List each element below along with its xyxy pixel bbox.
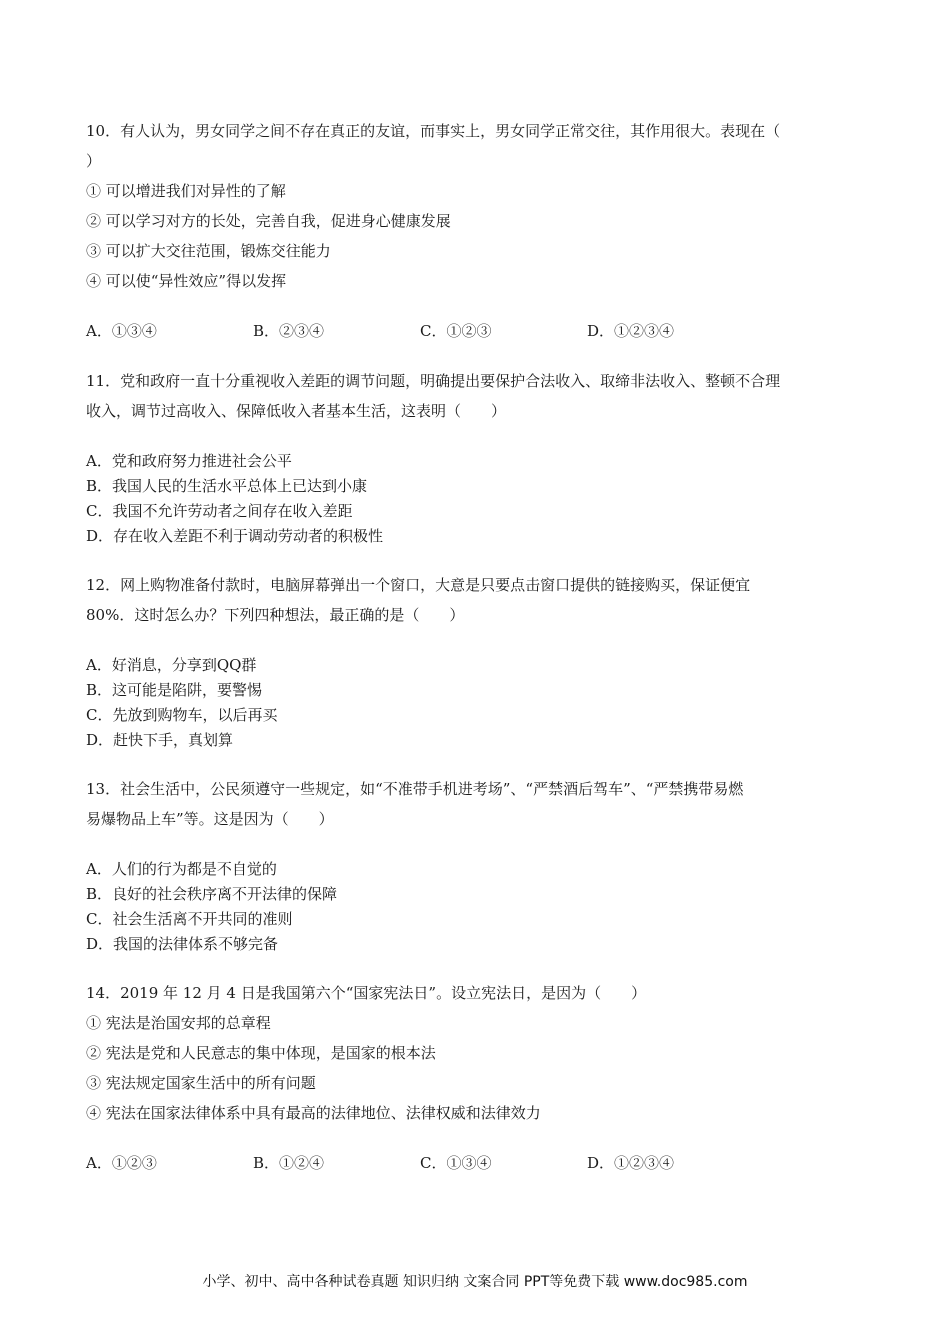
statement-item: ③ 宪法规定国家生活中的所有问题	[86, 1074, 316, 1092]
statement-item: ① 可以增进我们对异性的了解	[86, 182, 286, 200]
option-b: B．②③④	[253, 322, 325, 340]
question-stem: 14．2019 年 12 月 4 日是我国第六个“国家宪法日”。设立宪法日，是因为（ ）	[86, 984, 647, 1002]
option-c: C．①②③	[420, 322, 492, 340]
option-d: D．我国的法律体系不够完备	[86, 935, 279, 953]
option-c: C．先放到购物车，以后再买	[86, 706, 278, 724]
option-a: A．①②③	[86, 1154, 157, 1172]
option-a: A．①③④	[86, 322, 157, 340]
option-c: C．①③④	[420, 1154, 492, 1172]
statement-item: ④ 宪法在国家法律体系中具有最高的法律地位、法律权威和法律效力	[86, 1104, 541, 1122]
option-b: B．①②④	[253, 1154, 325, 1172]
question-stem: 12．网上购物准备付款时，电脑屏幕弹出一个窗口，大意是只要点击窗口提供的链接购买，保证便宜	[86, 576, 751, 594]
option-b: B．我国人民的生活水平总体上已达到小康	[86, 477, 368, 495]
footer-banner: 小学、初中、高中各种试卷真题 知识归纳 文案合同 PPT等免费下载 www.doc985.com	[202, 1274, 748, 1290]
statement-item: ③ 可以扩大交往范围，锻炼交往能力	[86, 242, 331, 260]
option-a: A．人们的行为都是不自觉的	[86, 860, 277, 878]
option-c: C．我国不允许劳动者之间存在收入差距	[86, 502, 353, 520]
question-stem: 10．有人认为，男女同学之间不存在真正的友谊，而事实上，男女同学正常交往，其作用很大。表现在（	[86, 122, 781, 140]
option-c: C．社会生活离不开共同的准则	[86, 910, 293, 928]
question-stem: 80%．这时怎么办？下列四种想法，最正确的是（ ）	[86, 606, 465, 624]
statement-item: ② 宪法是党和人民意志的集中体现，是国家的根本法	[86, 1044, 436, 1062]
statement-item: ④ 可以使“异性效应”得以发挥	[86, 272, 287, 290]
option-a: A．党和政府努力推进社会公平	[86, 452, 292, 470]
question-stem: ）	[86, 152, 102, 170]
question-stem: 收入，调节过高收入、保障低收入者基本生活，这表明（ ）	[86, 402, 507, 420]
option-b: B．良好的社会秩序离不开法律的保障	[86, 885, 338, 903]
question-stem: 13．社会生活中，公民须遵守一些规定，如“不准带手机进考场”、“严禁酒后驾车”、“严禁携带易燃	[86, 780, 744, 798]
statement-item: ② 可以学习对方的长处，完善自我，促进身心健康发展	[86, 212, 451, 230]
option-d: D．赶快下手，真划算	[86, 731, 234, 749]
option-d: D．①②③④	[587, 1154, 675, 1172]
option-d: D．①②③④	[587, 322, 675, 340]
option-d: D．存在收入差距不利于调动劳动者的积极性	[86, 527, 384, 545]
question-stem: 11．党和政府一直十分重视收入差距的调节问题，明确提出要保护合法收入、取缔非法收入、整顿不合理	[86, 372, 781, 390]
option-a: A．好消息，分享到QQ群	[86, 656, 257, 674]
statement-item: ① 宪法是治国安邦的总章程	[86, 1014, 271, 1032]
question-stem: 易爆物品上车”等。这是因为（ ）	[86, 810, 334, 828]
option-b: B．这可能是陷阱，要警惕	[86, 681, 263, 699]
